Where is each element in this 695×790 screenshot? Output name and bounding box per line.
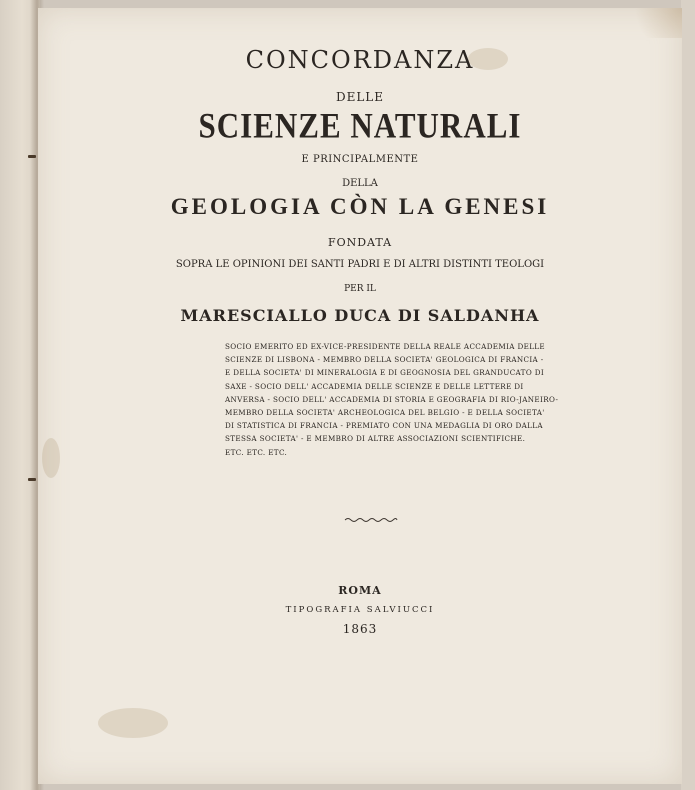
author-name: MARESCIALLO DUCA DI SALDANHA: [180, 306, 540, 325]
binding-stitch: [28, 155, 36, 158]
foxing-stain: [42, 438, 60, 478]
title-sopra-le-opinioni: SOPRA LE OPINIONI DEI SANTI PADRI E DI ALTRI DISTINTI TEOLOGI: [175, 259, 545, 270]
foxing-stain: [98, 708, 168, 738]
binding-stitch: [28, 478, 36, 481]
imprint-place: ROMA: [338, 584, 382, 597]
credentials-line: ANVERSA - SOCIO DELL' ACCADEMIA DI STORIA E GEOGRAFIA DI RIO-JANEIRO-: [225, 394, 559, 404]
imprint-printer: TIPOGRAFIA SALVIUCCI: [285, 605, 435, 615]
title-concordanza: CONCORDANZA: [245, 46, 475, 74]
credentials-line: E DELLA SOCIETA' DI MINERALOGIA E DI GEOGNOSIA DEL GRANDUCATO DI: [225, 368, 545, 378]
title-delle: DELLE: [335, 90, 385, 104]
credentials-line: STESSA SOCIETA' - E MEMBRO DI ALTRE ASSOCIAZIONI SCIENTIFICHE.: [225, 434, 526, 444]
credentials-line: SOCIO EMERITO ED EX-VICE-PRESIDENTE DELLA REALE ACCADEMIA DELLE: [225, 342, 546, 351]
decorative-rule: [343, 516, 399, 524]
title-page: [38, 8, 682, 784]
next-page-edge: [681, 0, 695, 790]
title-scienze-naturali: SCIENZE NATURALI: [198, 105, 522, 146]
title-fondata: FONDATA: [327, 236, 393, 249]
credentials-line: MEMBRO DELLA SOCIETA' ARCHEOLOGICA DEL BELGIO - E DELLA SOCIETA': [225, 408, 545, 418]
title-per-il: PER IL: [344, 284, 376, 294]
credentials-etc: ETC. ETC. ETC.: [225, 447, 288, 457]
title-geologia-genesi: GEOLOGIA CÒN LA GENESI: [170, 194, 550, 219]
title-della: DELLA: [342, 178, 378, 189]
page-corner-stain: [622, 8, 682, 38]
credentials-line: SAXE - SOCIO DELL' ACCADEMIA DELLE SCIENZE E DELLE LETTERE DI: [225, 381, 524, 391]
credentials-line: SCIENZE DI LISBONA - MEMBRO DELLA SOCIETA' GEOLOGICA DI FRANCIA -: [225, 355, 544, 365]
credentials-line: DI STATISTICA DI FRANCIA - PREMIATO CON UNA MEDAGLIA DI ORO DALLA: [225, 421, 543, 431]
title-e-principalmente: E PRINCIPALMENTE: [301, 154, 419, 165]
imprint-year: 1863: [342, 622, 378, 636]
author-credentials: [225, 340, 559, 459]
